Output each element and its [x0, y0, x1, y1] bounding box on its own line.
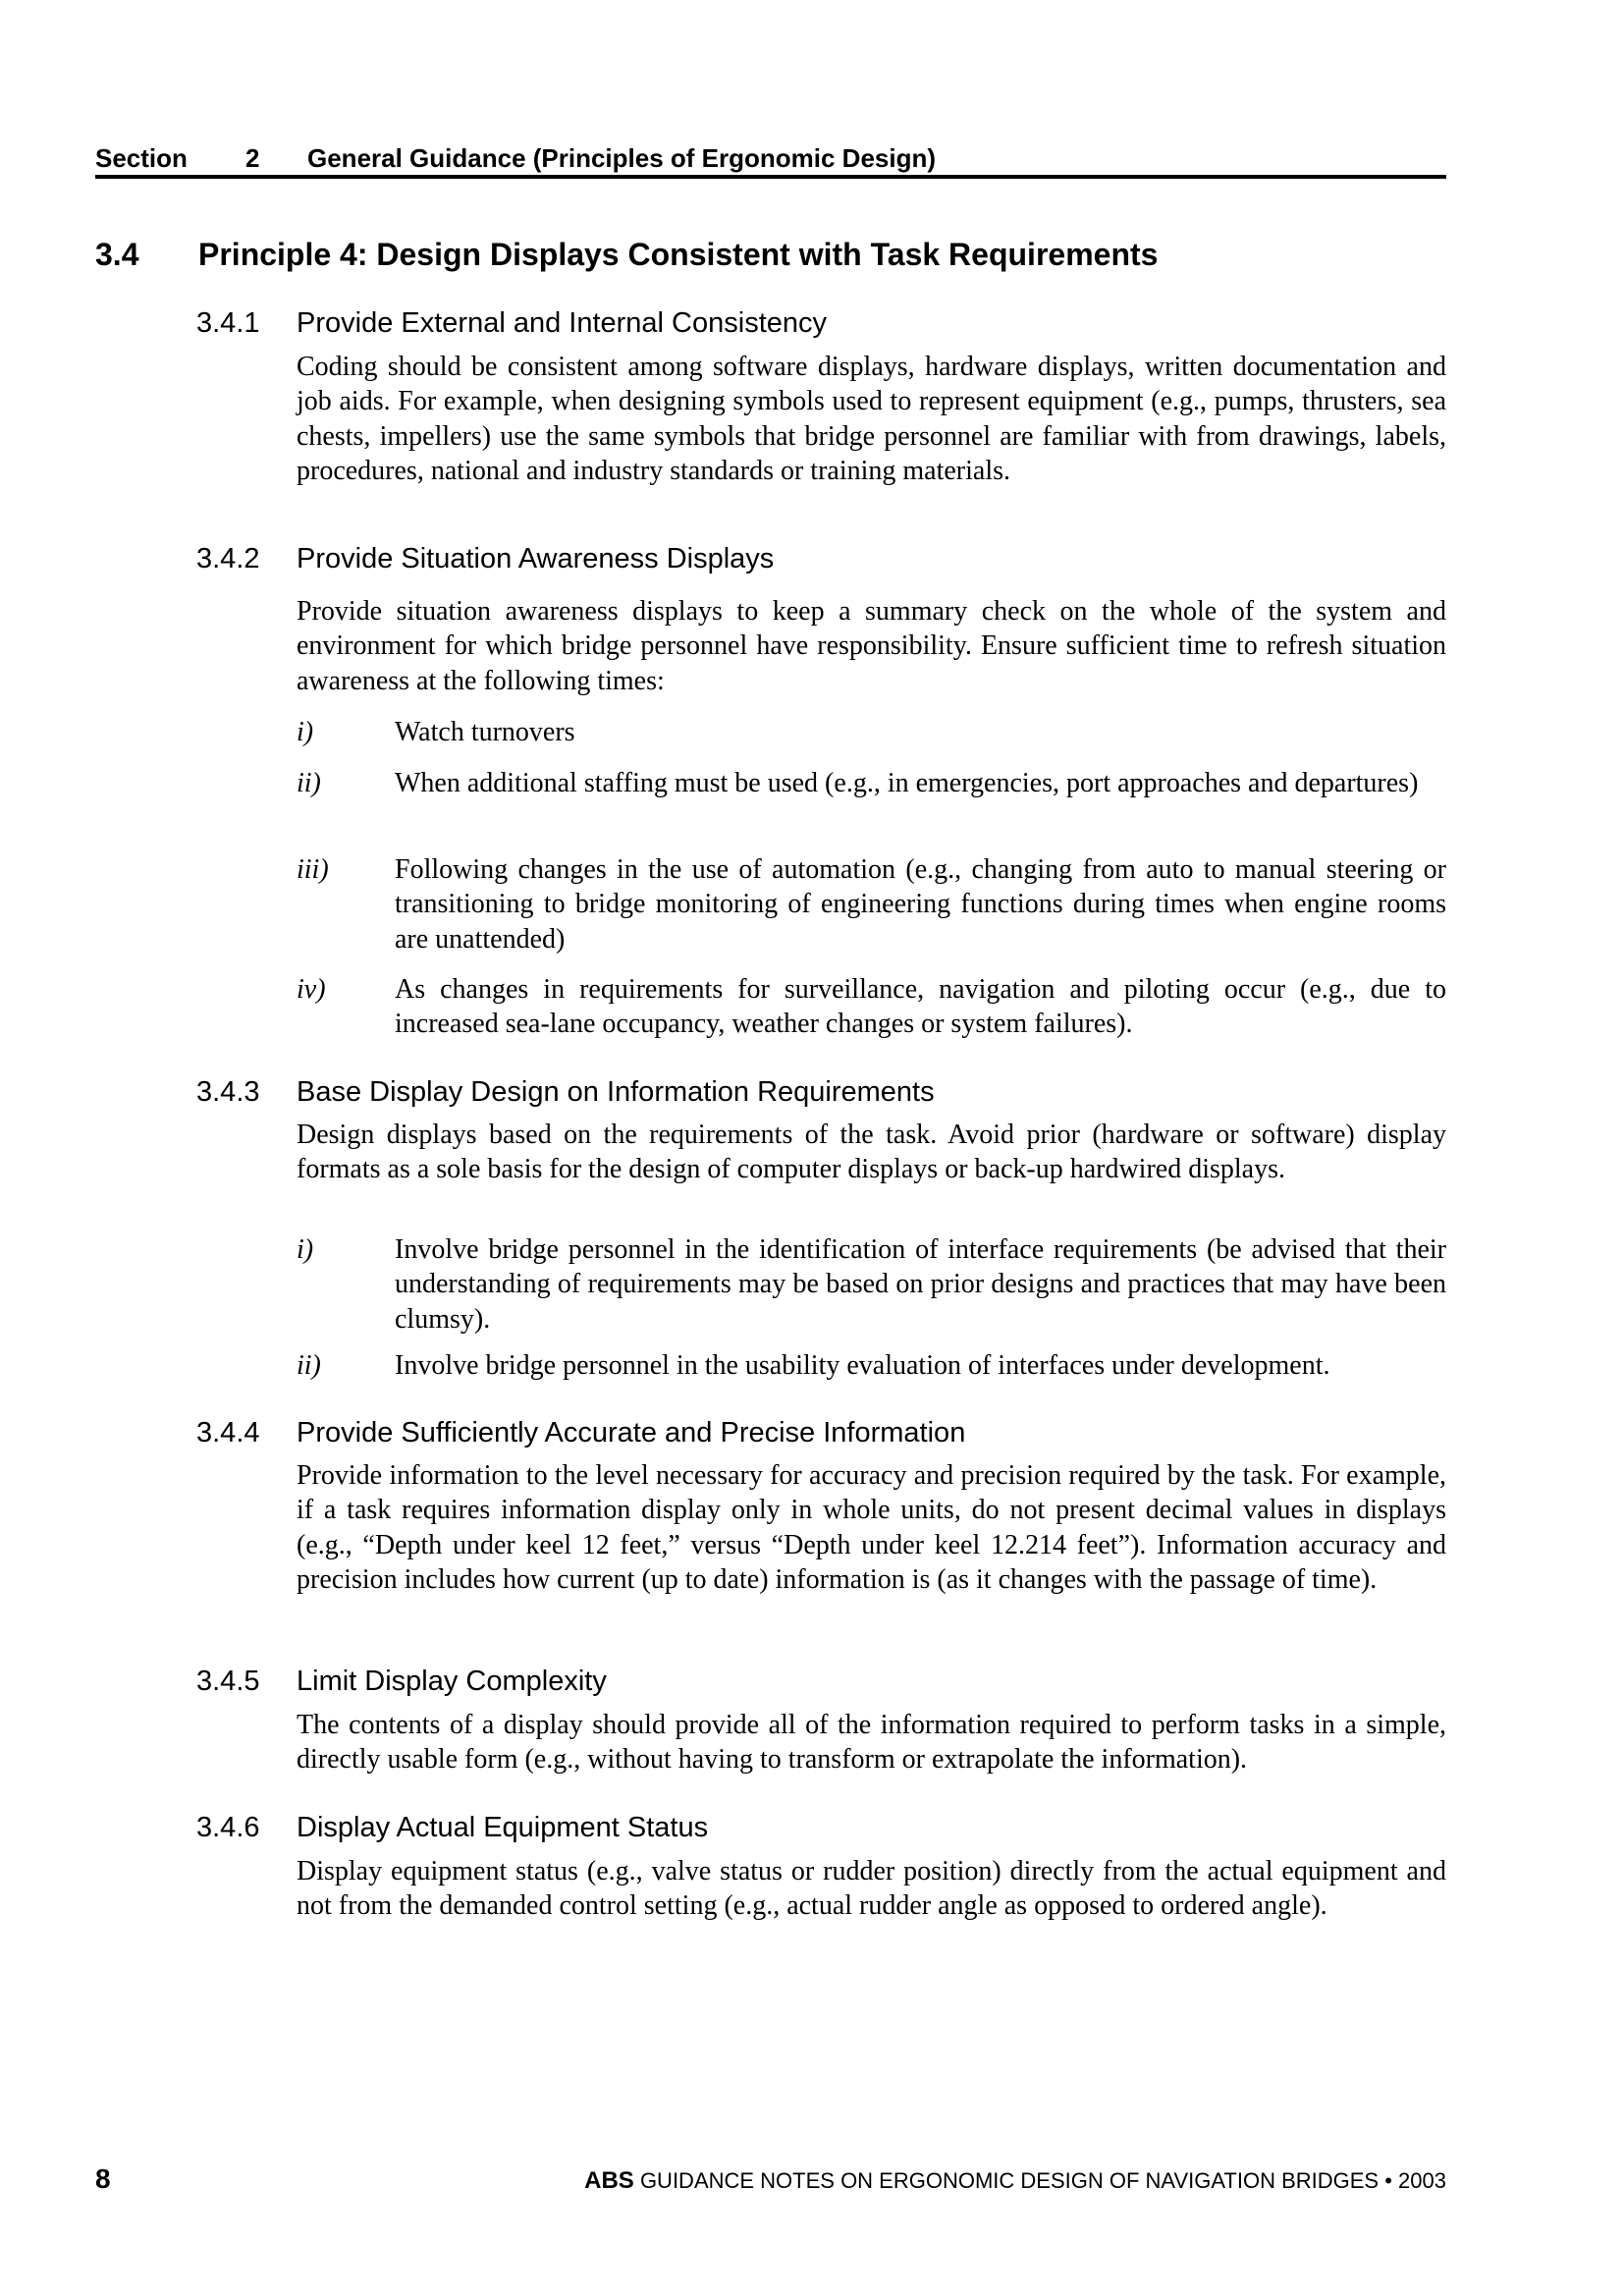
- list-marker: ii): [297, 768, 321, 798]
- subsection-title: Display Actual Equipment Status: [297, 1812, 709, 1843]
- list-marker: ii): [297, 1350, 321, 1381]
- list-item: [297, 852, 1446, 957]
- footer-title: GUIDANCE NOTES ON ERGONOMIC DESIGN OF NAVIGATION BRIDGES: [639, 2168, 1380, 2193]
- paragraph: Design displays based on the requirements of the task. Avoid prior (hardware or software) display formats as a sole basis for the design of computer displays or back-up hardwired displays.: [297, 1120, 1446, 1185]
- header-section-title: General Guidance (Principles of Ergonomic Design): [307, 143, 937, 173]
- subsection-title: Provide Situation Awareness Displays: [297, 543, 775, 574]
- list-item: [297, 1232, 1446, 1337]
- subsection-title: Limit Display Complexity: [297, 1666, 607, 1697]
- list-item: [297, 715, 1446, 749]
- subsection-heading: [196, 541, 1446, 576]
- subsection-heading: [196, 1074, 1446, 1110]
- list-item-text: As changes in requirements for surveillance, navigation and piloting occur (e.g., due to increased sea-lane occupancy, weather changes or system failures).: [395, 974, 1446, 1040]
- subsection-title: Provide External and Internal Consistency: [297, 307, 828, 339]
- paragraph: Coding should be consistent among software displays, hardware displays, written documentation and job aids. For example, when designing symbols used to represent equipment (e.g., pumps, thrusters, sea chests, impellers) use the same symbols that bridge personnel are familiar with from drawings, labels, procedures, national and industry standards or training materials.: [297, 352, 1446, 486]
- page-footer: [95, 2163, 1446, 2197]
- subsection-heading: [196, 1415, 1446, 1450]
- header-section-label: Section: [95, 143, 188, 173]
- list-item-text: When additional staffing must be used (e.g., in emergencies, port approaches and departures): [395, 768, 1419, 798]
- abs-logo-text: ABS: [584, 2167, 634, 2194]
- list-item: [297, 972, 1446, 1042]
- list-marker: iii): [297, 854, 329, 885]
- subsection-number: 3.4.5: [196, 1666, 260, 1697]
- subsection-title: Provide Sufficiently Accurate and Precise Information: [297, 1417, 966, 1449]
- paragraph: Provide information to the level necessary for accuracy and precision required by the task. For example, if a task requires information display only in whole units, do not present decimal values in displays (e.g., “Depth under keel 12 feet,” versus “Depth under keel 12.214 feet”). Information accuracy and precision includes how current (up to date) information is (as it changes with the passage of time).: [297, 1460, 1446, 1595]
- footer-separator: •: [1384, 2168, 1392, 2193]
- subsection-title: Base Display Design on Information Requirements: [297, 1076, 935, 1108]
- running-header: [95, 143, 1446, 179]
- subsection-heading: [196, 305, 1446, 341]
- paragraph: Display equipment status (e.g., valve status or rudder position) directly from the actual equipment and not from the demanded control setting (e.g., actual rudder angle as opposed to ordered angle).: [297, 1856, 1446, 1922]
- list-item-text: Involve bridge personnel in the usability evaluation of interfaces under development.: [395, 1350, 1330, 1381]
- list-marker: i): [297, 1234, 314, 1265]
- list-item-text: Watch turnovers: [395, 717, 575, 747]
- subsection-heading: [196, 1664, 1446, 1699]
- subsection-number: 3.4.3: [196, 1076, 260, 1108]
- section-title: Principle 4: Design Displays Consistent with Task Requirements: [198, 237, 1159, 272]
- page-number: 8: [95, 2163, 111, 2194]
- subsection-heading: [196, 1810, 1446, 1845]
- list-item: [297, 1348, 1446, 1383]
- list-marker: i): [297, 717, 314, 747]
- paragraph: Provide situation awareness displays to keep a summary check on the whole of the system and environment for which bridge personnel have responsibility. Ensure sufficient time to refresh situation awareness at the following times:: [297, 596, 1446, 696]
- paragraph: The contents of a display should provide all of the information required to perform tasks in a simple, directly usable form (e.g., without having to transform or extrapolate the information).: [297, 1710, 1446, 1776]
- footer-title-line: [584, 2167, 1446, 2195]
- list-item: [297, 766, 1446, 800]
- list-marker: iv): [297, 974, 326, 1005]
- header-section-number: 2: [245, 143, 260, 173]
- list-item-text: Involve bridge personnel in the identification of interface requirements (be advised that their understanding of requirements may be based on prior designs and practices that may have been clumsy).: [395, 1234, 1446, 1335]
- list-item-text: Following changes in the use of automation (e.g., changing from auto to manual steering or transitioning to bridge monitoring of engineering functions during times when engine rooms are unattended): [395, 854, 1446, 955]
- subsection-number: 3.4.1: [196, 307, 260, 339]
- subsection-number: 3.4.2: [196, 543, 260, 574]
- subsection-number: 3.4.4: [196, 1417, 260, 1449]
- subsection-number: 3.4.6: [196, 1812, 260, 1843]
- section-number: 3.4: [95, 237, 139, 272]
- footer-year: 2003: [1398, 2168, 1446, 2193]
